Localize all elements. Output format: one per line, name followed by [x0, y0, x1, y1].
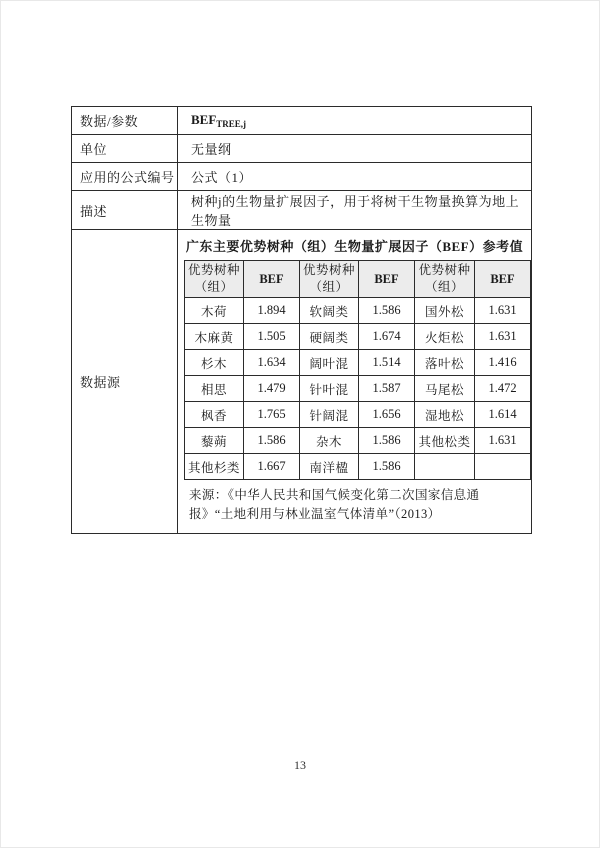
bef-value-cell: 1.586: [359, 428, 415, 454]
row-value-unit: 无量纲: [178, 135, 532, 163]
species-cell: 藜蒴: [185, 428, 244, 454]
species-cell: 其他杉类: [185, 454, 244, 480]
row-label-data-param: 数据/参数: [72, 107, 178, 135]
bef-value-cell: 1.634: [244, 350, 300, 376]
row-label-description: 描述: [72, 191, 178, 230]
species-cell: 枫香: [185, 402, 244, 428]
header-species-1: 优势树种（组）: [185, 261, 244, 298]
bef-value-cell: 1.614: [475, 402, 531, 428]
header-species-2: 优势树种（组）: [300, 261, 359, 298]
table-row: [72, 163, 532, 191]
bef-value-cell: 1.631: [475, 298, 531, 324]
species-cell: 硬阔类: [300, 324, 359, 350]
row-value-formula: 公式（1）: [178, 163, 532, 191]
bef-value-cell: 1.472: [475, 376, 531, 402]
bef-value-cell: 1.586: [359, 298, 415, 324]
bef-value-cell: 1.674: [359, 324, 415, 350]
species-cell: 火炬松: [415, 324, 475, 350]
header-bef-1: BEF: [244, 261, 300, 298]
bef-value-cell: 1.667: [244, 454, 300, 480]
species-cell: 落叶松: [415, 350, 475, 376]
bef-value-cell: 1.416: [475, 350, 531, 376]
species-cell: 针阔混: [300, 402, 359, 428]
bef-value-cell: 1.631: [475, 428, 531, 454]
bef-value-cell: 1.586: [359, 454, 415, 480]
bef-symbol-subscript: TREE,j: [216, 119, 247, 129]
species-cell: 南洋楹: [300, 454, 359, 480]
species-cell: 软阔类: [300, 298, 359, 324]
bef-table-header-row: [185, 261, 531, 298]
bef-table-row: [185, 376, 531, 402]
species-cell: 相思: [185, 376, 244, 402]
species-cell: 马尾松: [415, 376, 475, 402]
table-row-datasource: [72, 230, 532, 534]
species-cell: 国外松: [415, 298, 475, 324]
bef-table-row: [185, 428, 531, 454]
bef-value-cell: [475, 454, 531, 480]
bef-table-title: 广东主要优势树种（组）生物量扩展因子（BEF）参考值: [185, 239, 524, 254]
bef-reference-table: [184, 260, 531, 480]
table-row: [72, 191, 532, 230]
species-cell: [415, 454, 475, 480]
species-cell: 湿地松: [415, 402, 475, 428]
species-cell: 针叶混: [300, 376, 359, 402]
bef-value-cell: 1.631: [475, 324, 531, 350]
bef-table-body: [185, 298, 531, 480]
species-cell: 其他松类: [415, 428, 475, 454]
row-label-formula: 应用的公式编号: [72, 163, 178, 191]
table-row: [72, 135, 532, 163]
table-row: [72, 107, 532, 135]
header-species-3: 优势树种（组）: [415, 261, 475, 298]
source-note: 来源：《中华人民共和国气候变化第二次国家信息通报》“土地利用与林业温室气体清单”（2013）: [189, 488, 480, 522]
species-cell: 木麻黄: [185, 324, 244, 350]
row-value-description: 树种j的生物量扩展因子，用于将树干生物量换算为地上生物量: [178, 191, 532, 230]
bef-table-row: [185, 402, 531, 428]
bef-table-row: [185, 350, 531, 376]
header-bef-2: BEF: [359, 261, 415, 298]
bef-table-row: [185, 454, 531, 480]
bef-table-row: [185, 298, 531, 324]
bef-value-cell: 1.505: [244, 324, 300, 350]
bef-value-cell: 1.479: [244, 376, 300, 402]
bef-value-cell: 1.514: [359, 350, 415, 376]
bef-value-cell: 1.894: [244, 298, 300, 324]
species-cell: 杉木: [185, 350, 244, 376]
row-label-unit: 单位: [72, 135, 178, 163]
row-label-datasource: 数据源: [72, 230, 178, 534]
datasource-content: [178, 230, 532, 534]
species-cell: 阔叶混: [300, 350, 359, 376]
species-cell: 木荷: [185, 298, 244, 324]
bef-value-cell: 1.587: [359, 376, 415, 402]
bef-value-cell: 1.656: [359, 402, 415, 428]
parameter-table: [71, 106, 532, 534]
bef-table-row: [185, 324, 531, 350]
page-number: 13: [294, 758, 306, 772]
bef-symbol: BEF: [191, 112, 217, 127]
bef-value-cell: 1.586: [244, 428, 300, 454]
row-value-data-param: [178, 107, 532, 135]
species-cell: 杂木: [300, 428, 359, 454]
bef-value-cell: 1.765: [244, 402, 300, 428]
header-bef-3: BEF: [475, 261, 531, 298]
